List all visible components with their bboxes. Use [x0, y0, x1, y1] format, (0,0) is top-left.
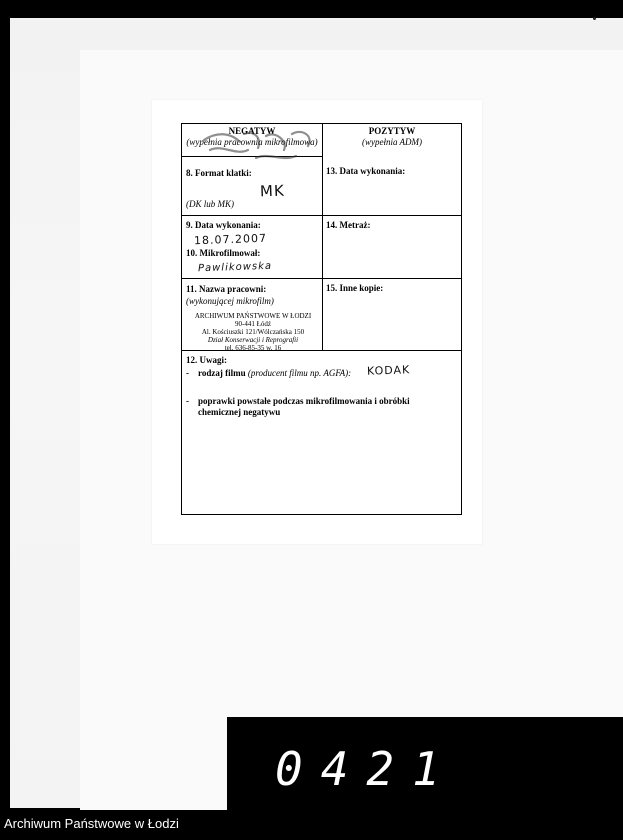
- pozytyw-title: POZYTYW: [368, 126, 416, 136]
- film-type-value: KODAK: [366, 363, 411, 378]
- footer: [0, 810, 623, 840]
- field-12-label: 12. Uwagi:: [186, 355, 227, 365]
- field-13-label: 13. Data wykonania:: [326, 166, 406, 176]
- pozytyw-subtitle: (wypełnia ADM): [361, 137, 423, 147]
- field-11-label: 11. Nazwa pracowni:: [186, 284, 267, 294]
- microfilm-form: [181, 123, 462, 515]
- field-10-label: 10. Mikrofilmował:: [186, 248, 261, 258]
- film-type-hint: (producent filmu np. AGFA):: [247, 368, 352, 378]
- stamp-line: Al. Kościuszki 121/Wólczańska 150: [201, 328, 305, 336]
- workshop-stamp: [188, 312, 318, 352]
- field-9-label: 9. Data wykonania:: [186, 220, 261, 230]
- field-14-label: 14. Metraż:: [326, 220, 371, 230]
- bullet: -: [186, 396, 189, 406]
- bullet: -: [186, 368, 189, 378]
- scan-dot: [593, 17, 596, 20]
- footer-archive-name: Archiwum Państwowe w Łodzi: [4, 816, 179, 831]
- film-type-label: rodzaj filmu: [198, 368, 246, 378]
- field-10-value: Pawlikowska: [197, 260, 273, 275]
- film-frame-number: 0421: [275, 742, 458, 796]
- stamp-line: Dział Konserwacji i Reprografii: [207, 336, 299, 344]
- negatyw-title: NEGATYW: [228, 126, 276, 136]
- stamp-line: tel. 636-85-35 w. 16: [224, 344, 282, 352]
- row-divider: [182, 215, 461, 216]
- field-8-value: MK: [259, 181, 286, 201]
- stamp-line: ARCHIWUM PAŃSTWOWE W ŁODZI: [194, 312, 312, 320]
- field-8-label: 8. Format klatki:: [186, 168, 252, 178]
- field-9-value: 18.07.2007: [193, 231, 268, 248]
- row-divider: [182, 278, 461, 279]
- stamp-line: 90-441 Łódź: [235, 320, 271, 328]
- ink-scribble: [196, 128, 326, 168]
- pozytyw-header: [323, 126, 461, 148]
- field-15-label: 15. Inne kopie:: [326, 283, 384, 293]
- field-12-item-1: [198, 368, 358, 379]
- negatyw-subtitle: (wypełnia pracownia mikrofilmowa): [186, 137, 318, 147]
- field-11-sub: (wykonującej mikrofilm): [186, 296, 274, 306]
- field-8-sub: (DK lub MK): [186, 199, 234, 209]
- field-12-item-2: poprawki powstałe podczas mikrofilmowania i obróbki chemicznej negatywu: [198, 396, 410, 417]
